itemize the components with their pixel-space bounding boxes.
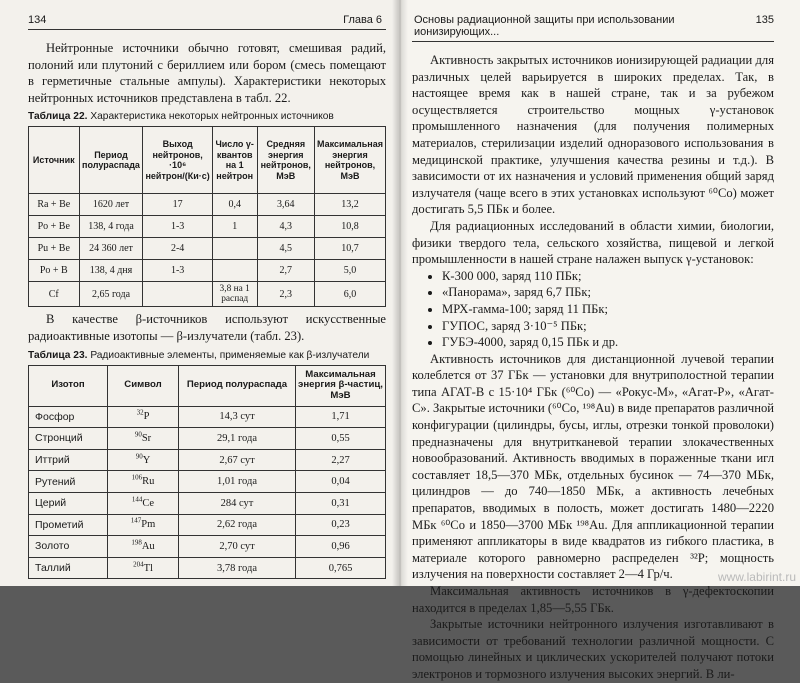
table-row (29, 492, 386, 514)
table-cell: 0,04 (296, 471, 386, 493)
table-cell: 2-4 (143, 238, 212, 260)
table-cell: $^{198}$Au (108, 536, 179, 558)
table-cell: 0,765 (296, 557, 386, 579)
table-cell: Церий (29, 492, 108, 514)
table-cell: 0,4 (212, 194, 257, 216)
paragraph: Активность источников для дистанционной лучевой терапии колеблется от 37 ГБк — установки для внутриполостной терапии типа АГАТ-В с 15·10⁴ ГБк (⁶⁰Со) — «Рокус-М», «Агат-Р», «Агат-С». Закрытые источники (⁶⁰Со, ¹⁹⁸Au) в виде препаратов различной конфигурации (цилиндры, бусы, иглы, отрезки тонкой проволоки) предназначены для внутритканевой терапии злокачественных новообразований. Активность вводимых в пораженные ткани игл составляет 18,5—370 МБк, отдельных бусинок — 74—370 МБк, цилиндров — до 740—1850 МБк, а активность лечебных препаратов, вводимых в полость, может достигать 1480—2220 МБк ⁶⁰Со и 1850—3700 МБк ¹⁹⁸Au. Для аппликационной терапии применяют аппликаторы в виде квадратов из гибкого пластика, в материале которого равномерно распределен ³²P; мощность излучения на поверхности составляет 2—4 Гр/ч. (412, 351, 775, 582)
column-header: Максимальная энергия нейтронов, МэВ (314, 127, 385, 194)
list-item: • ГУПОС, заряд 3·10⁻⁵ ПБк; (442, 318, 774, 335)
page-number: 135 (755, 14, 774, 26)
table-cell: Таллий (29, 557, 108, 579)
table-cell: Po + B (29, 260, 80, 282)
table-cell: 3,64 (257, 194, 314, 216)
table-cell: Фосфор (29, 406, 108, 428)
column-header: Максимальная энергия β-частиц, МэВ (296, 365, 386, 406)
paragraph: Нейтронные источники обычно готовят, смешивая радий, полоний или плутоний с бериллием или бором (смесь помещают в герметичные стальные ампулы). Характеристики некоторых нейтронных источников представлена в табл. 22. (28, 41, 386, 105)
table-cell: 4,5 (257, 238, 314, 260)
table-cell: 24 360 лет (79, 238, 143, 260)
table-cell: 1-3 (143, 260, 212, 282)
table-row (29, 428, 386, 450)
table-cell: 0,55 (296, 428, 386, 450)
table-cell: Прометий (29, 514, 108, 536)
table-cell: $^{144}$Ce (108, 492, 179, 514)
paragraph: Активность закрытых источников ионизирующей радиации для различных целей варьируется в широких пределах. Так, в настоящее время как в нашей стране, так и за рубежом осуществляется строительство мощных γ-установок промышленного назначения (для получения полимерных материалов, стерилизации изделий одноразового использования в медицинской практике, улучшения качества резины и т.д.). В зависимости от их назначения и условий применения общий заряд излучателя (чаще всего в этих установках используют ⁶⁰Со) может достигать 5,5 ПБк и более. (412, 53, 774, 217)
table-row (29, 194, 386, 216)
table-cell: Золото (29, 536, 108, 558)
table-row (29, 282, 386, 307)
column-header: Источник (29, 127, 80, 194)
table-caption: Таблица 23. Радиоактивные элементы, применяемые как β-излучатели (28, 349, 370, 361)
table-cell: 13,2 (314, 194, 385, 216)
table-cell: 2,3 (257, 282, 314, 307)
table-row (29, 238, 386, 260)
table-cell: Иттрий (29, 449, 108, 471)
beta-table-body (29, 406, 386, 579)
table-row (29, 557, 386, 579)
table-row (29, 471, 386, 493)
table-cell: 1 (212, 216, 257, 238)
table-cell (212, 260, 257, 282)
table-cell: 10,7 (314, 238, 385, 260)
table-cell: Pu + Be (29, 238, 80, 260)
table-cell: 0,23 (296, 514, 386, 536)
table-cell: 10,8 (314, 216, 385, 238)
table-cell: 1,71 (296, 406, 386, 428)
table-cell (212, 238, 257, 260)
table-header-row (29, 127, 386, 194)
table-cell: 17 (143, 194, 212, 216)
table-cell: Рутений (29, 471, 108, 493)
table-row (29, 260, 386, 282)
table-cell: 2,67 сут (179, 449, 296, 471)
table-cell: $^{204}$Tl (108, 557, 179, 579)
table-cell: 2,7 (257, 260, 314, 282)
column-header: Период полураспада (79, 127, 143, 194)
table-cell: 284 сут (179, 492, 296, 514)
table-cell: $^{32}$P (108, 406, 179, 428)
table-cell: 14,3 сут (179, 406, 296, 428)
watermark: www.labirint.ru (717, 570, 796, 584)
paragraph: Максимальная активность источников в γ-дефектоскопии находится в пределах 1,85—5,55 ГБк. (412, 584, 774, 615)
table-cell: 1620 лет (79, 194, 143, 216)
table-cell: 2,65 года (79, 282, 143, 307)
right-running-head (412, 14, 774, 42)
left-running-head (28, 14, 386, 30)
table-row (29, 536, 386, 558)
table-row (29, 514, 386, 536)
paragraph: В качестве β-источников используют искусственные радиоактивные изотопы — β-излучатели (табл. 23). (28, 312, 386, 343)
table-cell: 0,31 (296, 492, 386, 514)
table-cell: $^{147}$Pm (108, 514, 179, 536)
table-cell: 0,96 (296, 536, 386, 558)
table-cell: 138, 4 дня (79, 260, 143, 282)
table-cell: 5,0 (314, 260, 385, 282)
list-item: • ГУБЭ-4000, заряд 0,15 ПБк и др. (442, 334, 774, 351)
paragraph: Закрытые источники нейтронного излучения изготавливают в зависимости от требований технологии различной мощности. С помощью линейных и циклических ускорителей получают потоки электронов и тормозного излучения высоких энергий. В ли- (412, 617, 774, 681)
table-cell: 138, 4 года (79, 216, 143, 238)
column-header: Символ (108, 365, 179, 406)
right-page (398, 0, 800, 681)
chapter-title: Глава 6 (343, 14, 382, 26)
list-item: • «Панорама», заряд 6,7 ПБк; (442, 284, 774, 301)
table-cell: 2,27 (296, 449, 386, 471)
installations-list (412, 268, 774, 351)
table-cell: 4,3 (257, 216, 314, 238)
table-cell (143, 282, 212, 307)
table-cell: $^{90}$Y (108, 449, 179, 471)
paragraph: Для радиационных исследований в области химии, биологии, физики твердого тела, сельского хозяйства, пищевой и легкой промышленности в нашей стране налажен выпуск γ-установок: (412, 218, 774, 267)
left-page (0, 0, 398, 586)
table-cell: $^{106}$Ru (108, 471, 179, 493)
table-row (29, 449, 386, 471)
table-row (29, 406, 386, 428)
table-cell: 1,01 года (179, 471, 296, 493)
section-title: Основы радиационной защиты при использовании ионизирующих... (414, 14, 675, 38)
neutron-sources-table (28, 126, 386, 307)
table-cell: Стронций (29, 428, 108, 450)
table-cell: 1-3 (143, 216, 212, 238)
column-header: Число γ-квантов на 1 нейтрон (212, 127, 257, 194)
table-cell: 29,1 года (179, 428, 296, 450)
list-item: • МРХ-гамма-100; заряд 11 ПБк; (442, 301, 774, 318)
table-cell: 3,8 на 1 распад (212, 282, 257, 307)
table-row (29, 216, 386, 238)
table-cell: 3,78 года (179, 557, 296, 579)
column-header: Выход нейтронов, ·10⁶ нейтрон/(Ки·с) (143, 127, 212, 194)
page-number: 134 (28, 14, 47, 26)
table-cell: Ra + Be (29, 194, 80, 216)
column-header: Средняя энергия нейтронов, МэВ (257, 127, 314, 194)
table-cell: 2,62 года (179, 514, 296, 536)
table-cell: $^{90}$Sr (108, 428, 179, 450)
list-item: • К-300 000, заряд 110 ПБк; (442, 268, 774, 285)
table-cell: 2,70 сут (179, 536, 296, 558)
table-caption: Таблица 22. Характеристика некоторых нейтронных источников (28, 111, 334, 123)
table-cell: 6,0 (314, 282, 385, 307)
table-cell: Po + Be (29, 216, 80, 238)
column-header: Изотоп (29, 365, 108, 406)
table-cell: Cf (29, 282, 80, 307)
column-header: Период полураспада (179, 365, 296, 406)
beta-emitters-table (28, 365, 386, 580)
table-header-row (29, 365, 386, 406)
